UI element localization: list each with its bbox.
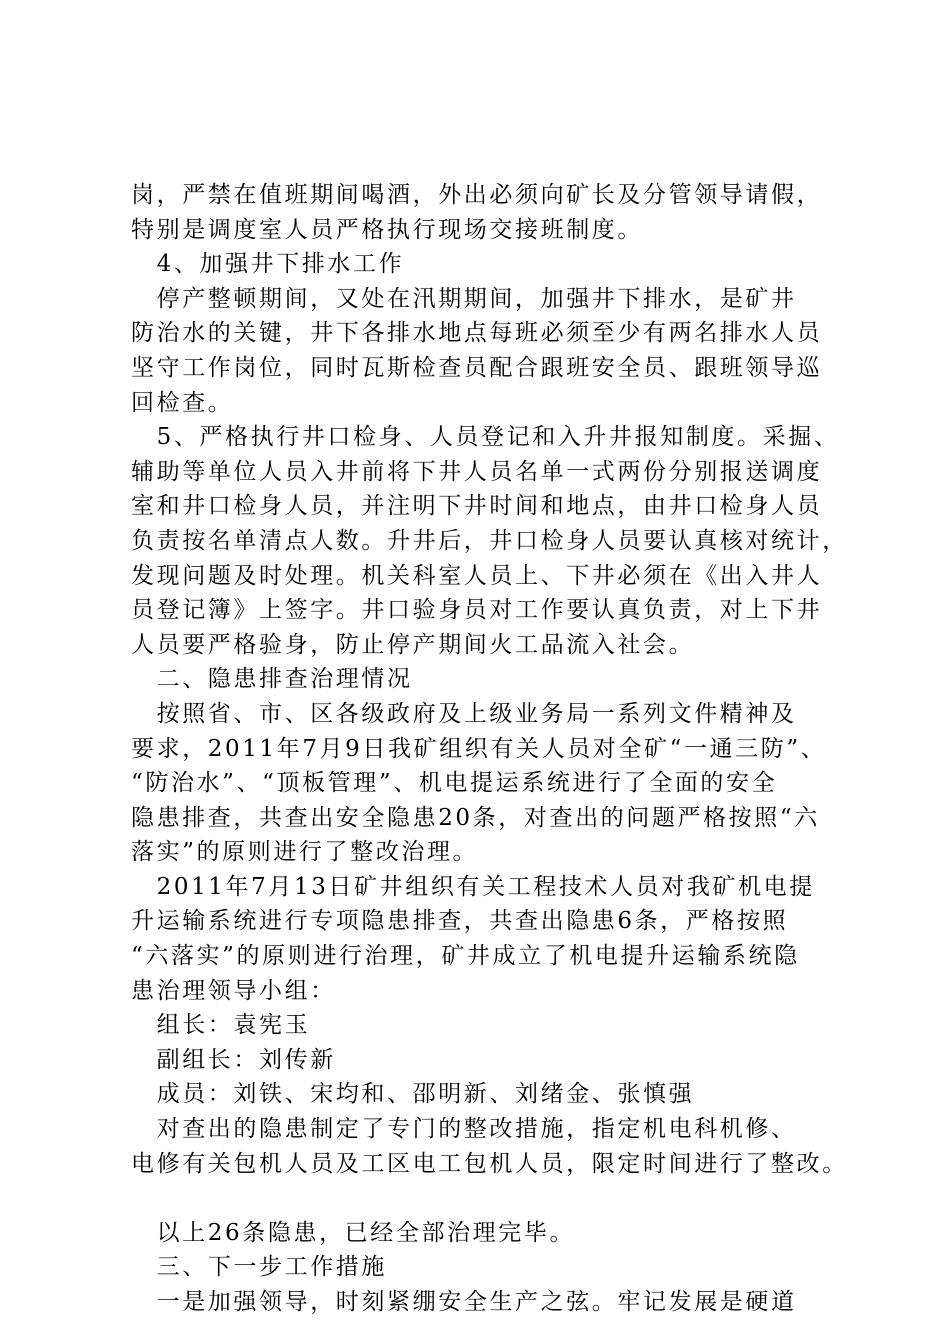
paragraph-line: 负责按名单清点人数。升井后，井口检身人员要认真核对统计， (131, 527, 848, 554)
document-body (131, 178, 851, 1320)
paragraph-line: 一是加强领导，时刻紧绷安全生产之弦。牢记发展是硬道 (131, 1289, 797, 1315)
members-line: 成员：刘铁、宋均和、邵明新、刘绪金、张慎强 (131, 1081, 695, 1108)
paragraph-line: 回检查。 (131, 389, 234, 416)
paragraph-line: 对查出的隐患制定了专门的整改措施，指定机电科机修、 (131, 1116, 797, 1143)
deputy-leader-line: 副组长：刘传新 (131, 1046, 336, 1073)
paragraph-line: 按照省、市、区各级政府及上级业务局一系列文件精神及 (131, 700, 797, 727)
blank-line (131, 1181, 851, 1216)
section-heading: 4、加强井下排水工作 (131, 251, 405, 278)
paragraph-line: 辅助等单位人员入井前将下井人员名单一式两份分别报送调度 (131, 458, 823, 485)
paragraph-line: 2011年7月13日矿井组织有关工程技术人员对我矿机电提 (131, 873, 815, 900)
section-heading: 二、隐患排查治理情况 (131, 666, 413, 693)
paragraph-line: 5、严格执行井口检身、人员登记和入升井报知制度。采掘、 (131, 424, 840, 451)
paragraph-line: 隐患排查，共查出安全隐患20条，对查出的问题严格按照“六 (131, 804, 820, 831)
section-heading: 三、下一步工作措施 (131, 1254, 387, 1281)
paragraph-line: 停产整顿期间，又处在汛期期间，加强井下排水，是矿井 (131, 285, 797, 312)
paragraph-line: 要求，2011年7月9日我矿组织有关人员对全矿“一通三防”、 (131, 735, 827, 762)
paragraph-line: “防治水”、“顶板管理”、机电提运系统进行了全面的安全 (131, 770, 778, 797)
paragraph-line: 患治理领导小组： (131, 977, 336, 1004)
paragraph-line: 坚守工作岗位，同时瓦斯检查员配合跟班安全员、跟班领导巡 (131, 354, 823, 381)
paragraph-line: 人员要严格验身，防止停产期间火工品流入社会。 (131, 631, 695, 658)
paragraph-line: 员登记簿》上签字。井口验身员对工作要认真负责，对上下井 (131, 597, 823, 624)
paragraph-line: 室和井口检身人员，并注明下井时间和地点，由井口检身人员 (131, 493, 823, 520)
paragraph-line: 防治水的关键，井下各排水地点每班必须至少有两名排水人员 (131, 320, 823, 347)
paragraph-line: 落实”的原则进行了整改治理。 (131, 839, 479, 866)
group-leader-line: 组长：袁宪玉 (131, 1012, 311, 1039)
paragraph-line: 升运输系统进行专项隐患排查，共查出隐患6条，严格按照 (131, 908, 789, 935)
paragraph-line: “六落实”的原则进行治理，矿井成立了机电提升运输系统隐 (131, 943, 800, 970)
paragraph-line: 特别是调度室人员严格执行现场交接班制度。 (131, 216, 643, 243)
paragraph-line: 以上26条隐患，已经全部治理完毕。 (131, 1219, 576, 1246)
paragraph-line: 岗，严禁在值班期间喝酒，外出必须向矿长及分管领导请假， (131, 182, 823, 208)
paragraph-line: 电修有关包机人员及工区电工包机人员，限定时间进行了整改。 (131, 1150, 848, 1177)
paragraph-line: 发现问题及时处理。机关科室人员上、下井必须在《出入井人 (131, 562, 823, 589)
